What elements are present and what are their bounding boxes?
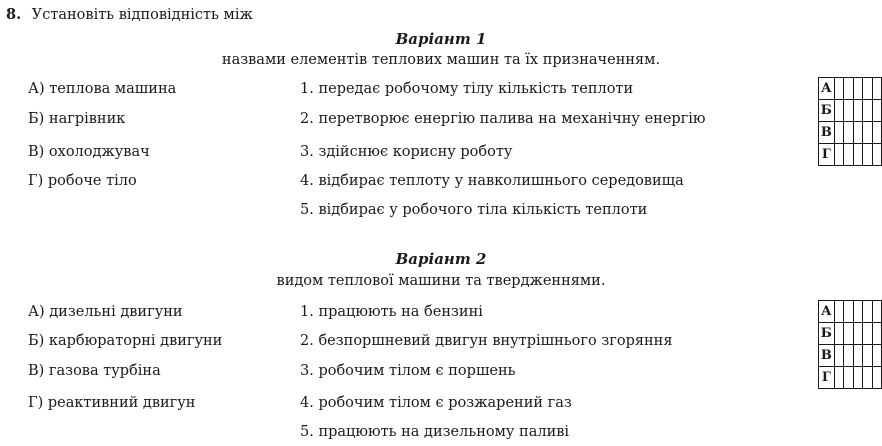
answer-cell[interactable] — [863, 122, 872, 144]
answer-cell[interactable] — [853, 345, 862, 367]
answer-cell[interactable] — [844, 100, 853, 122]
answer-cell[interactable] — [872, 301, 882, 323]
answer-cell[interactable] — [853, 100, 862, 122]
answer-cell[interactable] — [872, 100, 882, 122]
answer-cell[interactable] — [834, 100, 843, 122]
variant-2-right-5: 5. працюють на дизельному паливі — [300, 424, 570, 440]
answer-cell[interactable] — [863, 100, 872, 122]
answer-cell[interactable] — [834, 323, 843, 345]
variant-2-left-d: Г) реактивний двигун — [28, 395, 196, 411]
answer-cell[interactable] — [853, 122, 862, 144]
answer-cell[interactable] — [834, 78, 843, 100]
task-header — [6, 6, 253, 23]
answer-cell[interactable] — [853, 78, 862, 100]
variant-1-answer-grid — [818, 77, 882, 166]
answer-cell[interactable] — [844, 367, 853, 389]
grid-row-label: В — [819, 345, 835, 367]
grid-row-label: Б — [819, 100, 835, 122]
answer-cell[interactable] — [844, 144, 853, 166]
answer-cell[interactable] — [872, 78, 882, 100]
variant-1-left-c: В) охолоджувач — [28, 144, 150, 160]
answer-cell[interactable] — [853, 367, 862, 389]
variant-1-right-5: 5. відбирає у робочого тіла кількість теплоти — [300, 202, 648, 218]
variant-2-right-4: 4. робочим тілом є розжарений газ — [300, 395, 572, 411]
variant-1-left-b: Б) нагрівник — [28, 111, 126, 127]
answer-cell[interactable] — [834, 122, 843, 144]
grid-row-label: Г — [819, 144, 835, 166]
answer-cell[interactable] — [872, 144, 882, 166]
answer-cell[interactable] — [872, 345, 882, 367]
variant-2-right-3: 3. робочим тілом є поршень — [300, 363, 516, 379]
answer-cell[interactable] — [872, 122, 882, 144]
answer-cell[interactable] — [863, 367, 872, 389]
grid-row-label: А — [819, 301, 835, 323]
variant-1-left-d: Г) робоче тіло — [28, 173, 137, 189]
variant-1-subtitle: назвами елементів теплових машин та їх призначенням. — [221, 52, 661, 68]
answer-cell[interactable] — [863, 301, 872, 323]
variant-1-right-3: 3. здійснює корисну роботу — [300, 144, 513, 160]
task-intro: Установіть відповідність між — [31, 7, 253, 23]
answer-cell[interactable] — [863, 78, 872, 100]
grid-row-label: В — [819, 122, 835, 144]
answer-cell[interactable] — [863, 144, 872, 166]
grid-row-label: Б — [819, 323, 835, 345]
answer-cell[interactable] — [853, 323, 862, 345]
variant-2-left-c: В) газова турбіна — [28, 363, 161, 379]
variant-2-right-2: 2. безпоршневий двигун внутрішнього згоряння — [300, 333, 673, 349]
variant-1-right-2: 2. перетворює енергію палива на механічну енергію — [300, 111, 706, 127]
variant-2-subtitle: видом теплової машини та твердженнями. — [276, 273, 606, 289]
answer-cell[interactable] — [834, 367, 843, 389]
answer-cell[interactable] — [834, 301, 843, 323]
grid-row-label: А — [819, 78, 835, 100]
answer-cell[interactable] — [844, 78, 853, 100]
variant-2-title: Варіант 2 — [395, 250, 487, 268]
answer-cell[interactable] — [853, 144, 862, 166]
answer-cell[interactable] — [844, 323, 853, 345]
grid-row-label: Г — [819, 367, 835, 389]
variant-2-left-b: Б) карбюраторні двигуни — [28, 333, 223, 349]
variant-1-title: Варіант 1 — [395, 30, 487, 48]
variant-1-left-a: А) теплова машина — [28, 81, 177, 97]
answer-cell[interactable] — [872, 323, 882, 345]
task-number: 8. — [6, 6, 22, 23]
variant-2-answer-grid — [818, 300, 882, 389]
variant-2-left-a: А) дизельні двигуни — [28, 304, 183, 320]
answer-cell[interactable] — [863, 345, 872, 367]
answer-cell[interactable] — [853, 301, 862, 323]
answer-cell[interactable] — [834, 345, 843, 367]
variant-1-right-4: 4. відбирає теплоту у навколишнього середовища — [300, 173, 684, 189]
answer-cell[interactable] — [863, 323, 872, 345]
answer-cell[interactable] — [872, 367, 882, 389]
answer-cell[interactable] — [844, 345, 853, 367]
answer-cell[interactable] — [834, 144, 843, 166]
answer-cell[interactable] — [844, 301, 853, 323]
variant-2-right-1: 1. працюють на бензині — [300, 304, 483, 320]
variant-1-right-1: 1. передає робочому тілу кількість теплоти — [300, 81, 634, 97]
answer-cell[interactable] — [844, 122, 853, 144]
